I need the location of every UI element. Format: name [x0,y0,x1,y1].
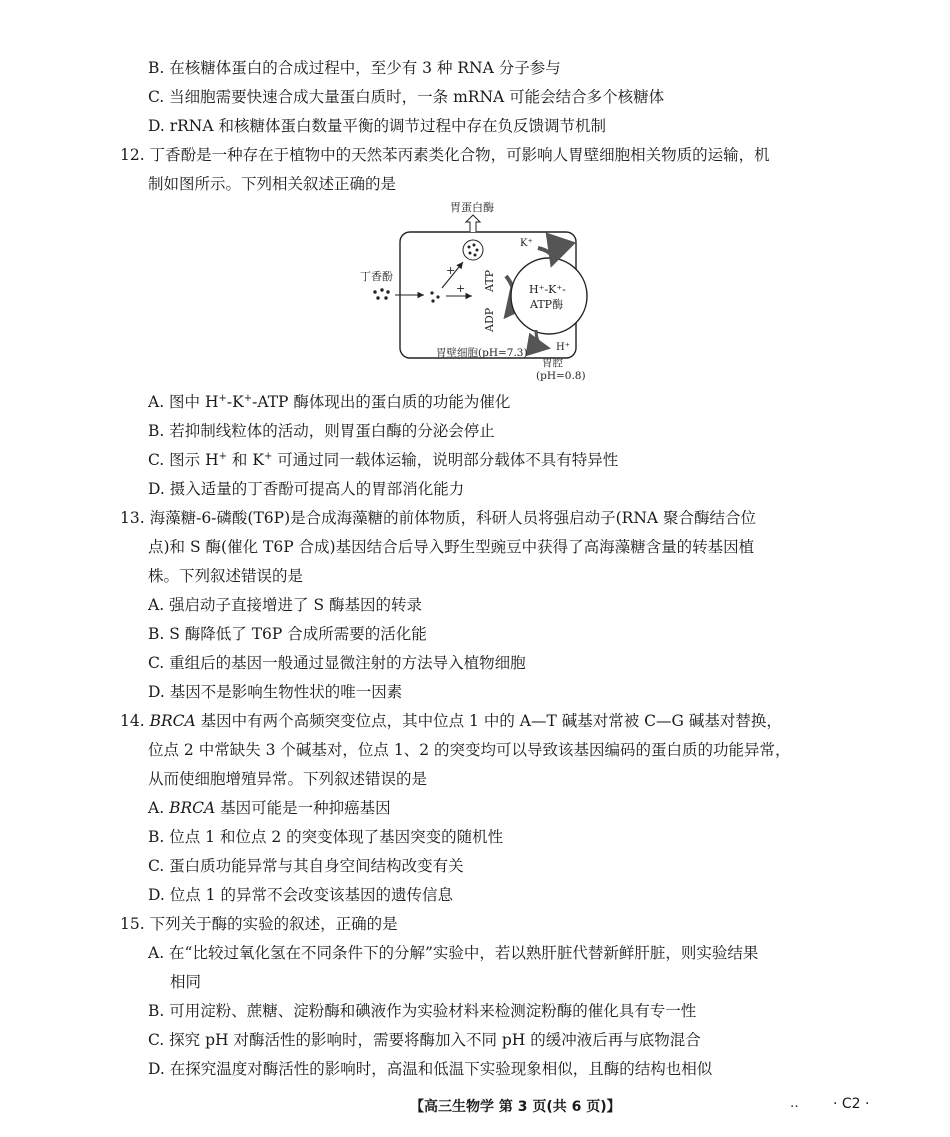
cell-label: 胃壁细胞(pH=7.3) [436,347,528,359]
proton-pump [511,258,587,334]
plus-sign-1: + [446,264,456,277]
atp-label: ATP [483,269,496,292]
footer-code: · C2 · [833,1096,870,1112]
q15-option-c: C. 探究 pH 对酶活性的影响时，需要将酶加入不同 pH 的缓冲液后再与底物混合 [148,1031,701,1049]
pump-label-line1: H⁺-K⁺- [529,283,566,296]
eugenol-dots [373,288,389,299]
q13-option-d: D. 基因不是影响生物性状的唯一因素 [148,683,403,701]
lumen-ph-label: (pH=0.8) [536,370,586,382]
footer-page-info: 【高三生物学 第 3 页(共 6 页)】 [410,1099,621,1115]
h-ion-label: H⁺ [556,342,570,353]
lumen-label: 胃腔 [542,357,563,369]
q11-option-d: D. rRNA 和核糖体蛋白数量平衡的调节过程中存在负反馈调节机制 [148,117,606,135]
secretion-arrow [466,215,480,232]
footer-mark: ‥ [790,1096,799,1111]
eugenol-label: 丁香酚 [360,270,393,283]
q11-option-c: C. 当细胞需要快速合成大量蛋白质时，一条 mRNA 可能会结合多个核糖体 [148,88,665,106]
k-ion-label: K⁺ [520,238,533,249]
q14-stem-line-1: 14. BRCA 基因中有两个高频突变位点，其中位点 1 中的 A—T 碱基对常被 C—G 碱基对替换， [120,712,782,730]
q13-stem-line-1: 13. 海藻糖-6-磷酸(T6P)是合成海藻糖的前体物质，科研人员将强启动子(RNA 聚合酶结合位 [120,509,757,527]
q14-stem-line-3: 从而使细胞增殖异常。下列叙述错误的是 [148,770,428,788]
parietal-cell-diagram [360,196,600,386]
q14-stem-line-2: 位点 2 中常缺失 3 个碱基对，位点 1、2 的突变均可以导致该基因编码的蛋白质的功能异常， [148,741,791,759]
q13-option-b: B. S 酶降低了 T6P 合成所需要的活化能 [148,625,427,643]
q14-option-b: B. 位点 1 和位点 2 的突变体现了基因突变的随机性 [148,828,504,846]
q13-option-a: A. 强启动子直接增进了 S 酶基因的转录 [148,596,423,614]
q12-stem-line-1: 12. 丁香酚是一种存在于植物中的天然苯丙素类化合物，可影响人胃壁细胞相关物质的运输，机 [120,146,770,164]
q12-option-a: A. 图中 H+-K+-ATP 酶体现出的蛋白质的功能为催化 [148,392,511,411]
adp-label: ADP [483,307,496,332]
q12-option-d: D. 摄入适量的丁香酚可提高人的胃部消化能力 [148,480,465,498]
q14-option-a: A. BRCA 基因可能是一种抑癌基因 [148,799,391,817]
q14-option-d: D. 位点 1 的异常不会改变该基因的遗传信息 [148,886,453,904]
q12-option-b: B. 若抑制线粒体的活动，则胃蛋白酶的分泌会停止 [148,422,495,440]
q15-option-a-line-1: A. 在“比较过氧化氢在不同条件下的分解”实验中，若以熟肝脏代替新鲜肝脏，则实验结果 [148,944,759,962]
eugenol-inside-dots [430,291,439,302]
pump-label-line2: ATP酶 [530,298,564,311]
q15-option-a-line-2: 相同 [170,973,202,991]
q13-option-c: C. 重组后的基因一般通过显微注射的方法导入植物细胞 [148,654,526,672]
q15-option-d: D. 在探究温度对酶活性的影响时，高温和低温下实验现象相似，且酶的结构也相似 [148,1060,713,1078]
plus-sign-2: + [456,282,466,295]
pepsin-label: 胃蛋白酶 [450,201,494,214]
q11-option-b: B. 在核糖体蛋白的合成过程中，至少有 3 种 RNA 分子参与 [148,59,561,77]
q13-stem-line-3: 株。下列叙述错误的是 [148,567,304,585]
q15-option-b: B. 可用淀粉、蔗糖、淀粉酶和碘液作为实验材料来检测淀粉酶的催化具有专一性 [148,1002,697,1020]
q13-stem-line-2: 点)和 S 酶(催化 T6P 合成)基因结合后导入野生型豌豆中获得了高海藻糖含量的转基因植 [148,538,755,556]
q15-stem: 15. 下列关于酶的实验的叙述，正确的是 [120,915,398,933]
q12-stem-line-2: 制如图所示。下列相关叙述正确的是 [148,175,397,193]
q12-option-c: C. 图示 H+ 和 K+ 可通过同一载体运输，说明部分载体不具有特异性 [148,450,619,469]
pepsin-vesicle [463,240,483,260]
q14-option-c: C. 蛋白质功能异常与其自身空间结构改变有关 [148,857,464,875]
